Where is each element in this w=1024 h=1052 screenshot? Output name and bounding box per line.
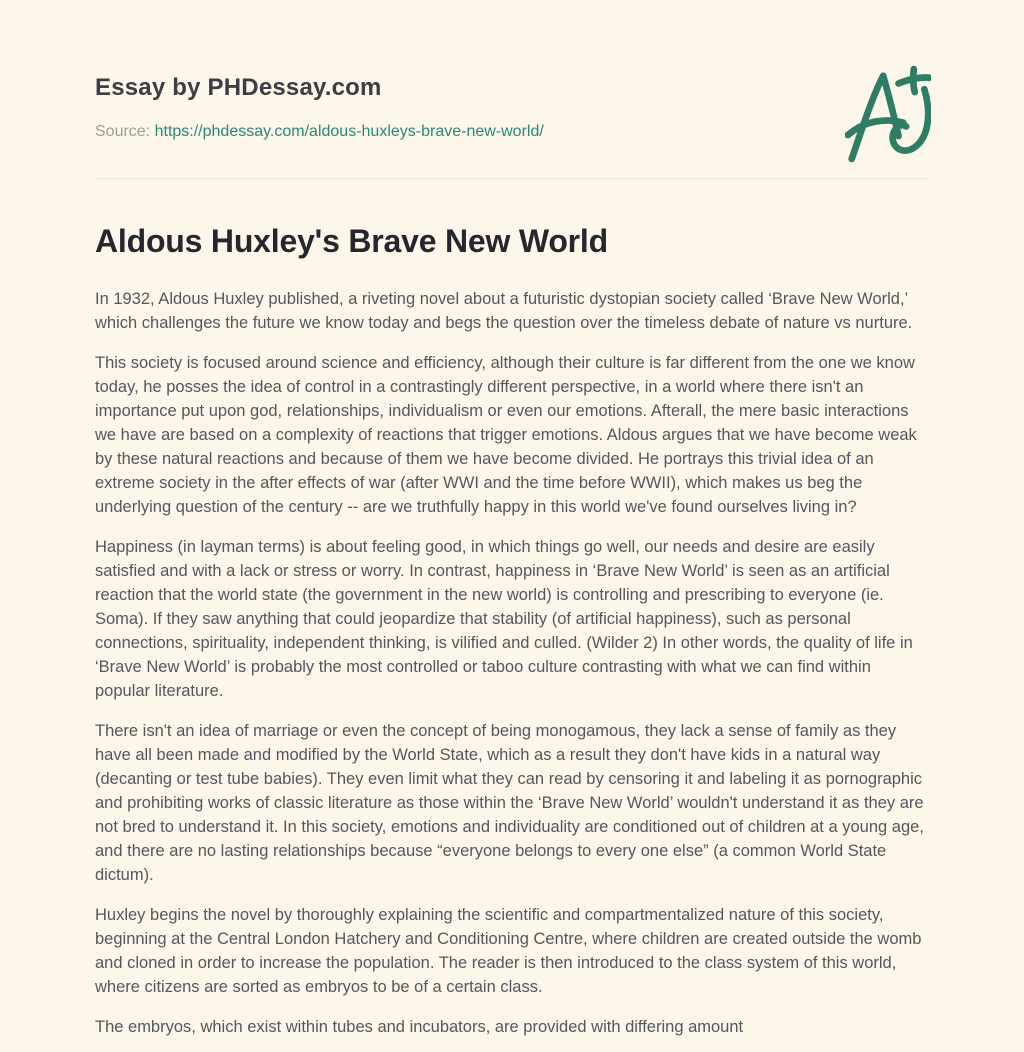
essay-paragraph: Happiness (in layman terms) is about feeling good, in which things go well, our needs and desire are easily satisfied and with a lack or stress or worry. In contrast, happiness in ‘Brave New World’ is seen as an artificial reaction that the world state (the government in the new world) is controlling and prescribing to everyone (ie. Soma). If they saw anything that could jeopardize that stability (of artificial happiness), such as personal connections, spirituality, independent thinking, is vilified and culled. (Wilder 2) In other words, the quality of life in ‘Brave New World’ is probably the most controlled or taboo culture contrasting with what we can find within popular literature. bbox=[95, 538, 913, 700]
source-line bbox=[95, 123, 929, 141]
essay-body bbox=[95, 287, 929, 1039]
essay-title: Aldous Huxley's Brave New World bbox=[95, 223, 608, 259]
essay-paragraph: Huxley begins the novel by thoroughly explaining the scientific and compartmentalized nature of this society, beginning at the Central London Hatchery and Conditioning Centre, where children are created outside the womb and cloned in order to increase the population. The reader is then introduced to the class system of this world, where citizens are sorted as embryos to be of a certain class. bbox=[95, 906, 922, 996]
essay-paragraph: The embryos, which exist within tubes and incubators, are provided with differing amount bbox=[95, 1018, 744, 1036]
header-divider bbox=[95, 178, 929, 179]
essay-paragraph: There isn't an idea of marriage or even the concept of being monogamous, they lack a sense of family as they have all been made and modified by the World State, which as a result they don't have kids in a natural way (decanting or test tube babies). They even limit what they can read by censoring it and labeling it as pornographic and prohibiting works of classic literature as those within the ‘Brave New World’ wouldn't understand it as they are not bred to understand it. In this society, emotions and individuality are conditioned out of children at a young age, and there are no lasting relationships because “everyone belongs to every one else” (a common World State dictum). bbox=[95, 722, 924, 884]
source-link[interactable]: https://phdessay.com/aldous-huxleys-brave-new-world/ bbox=[154, 123, 544, 140]
essay-paragraph: In 1932, Aldous Huxley published, a riveting novel about a futuristic dystopian society called ‘Brave New World,’ which challenges the future we know today and begs the question over the timeless debate of nature vs nurture. bbox=[95, 290, 913, 332]
phdessay-a-plus-logo bbox=[845, 64, 931, 166]
source-label: Source: bbox=[95, 123, 151, 140]
site-title: Essay by PHDessay.com bbox=[95, 74, 382, 101]
essay-paragraph: This society is focused around science and efficiency, although their culture is far different from the one we know today, he posses the idea of control in a contrastingly different perspective, in a world where there isn't an importance put upon god, relationships, individualism or even our emotions. Afterall, the mere basic interactions we have are based on a complexity of reactions that trigger emotions. Aldous argues that we have become weak by these natural reactions and because of them we have become divided. He portrays this trivial idea of an extreme society in the after effects of war (after WWI and the time before WWII), which makes us beg the underlying question of the century -- are we truthfully happy in this world we've found ourselves living in? bbox=[95, 354, 917, 516]
